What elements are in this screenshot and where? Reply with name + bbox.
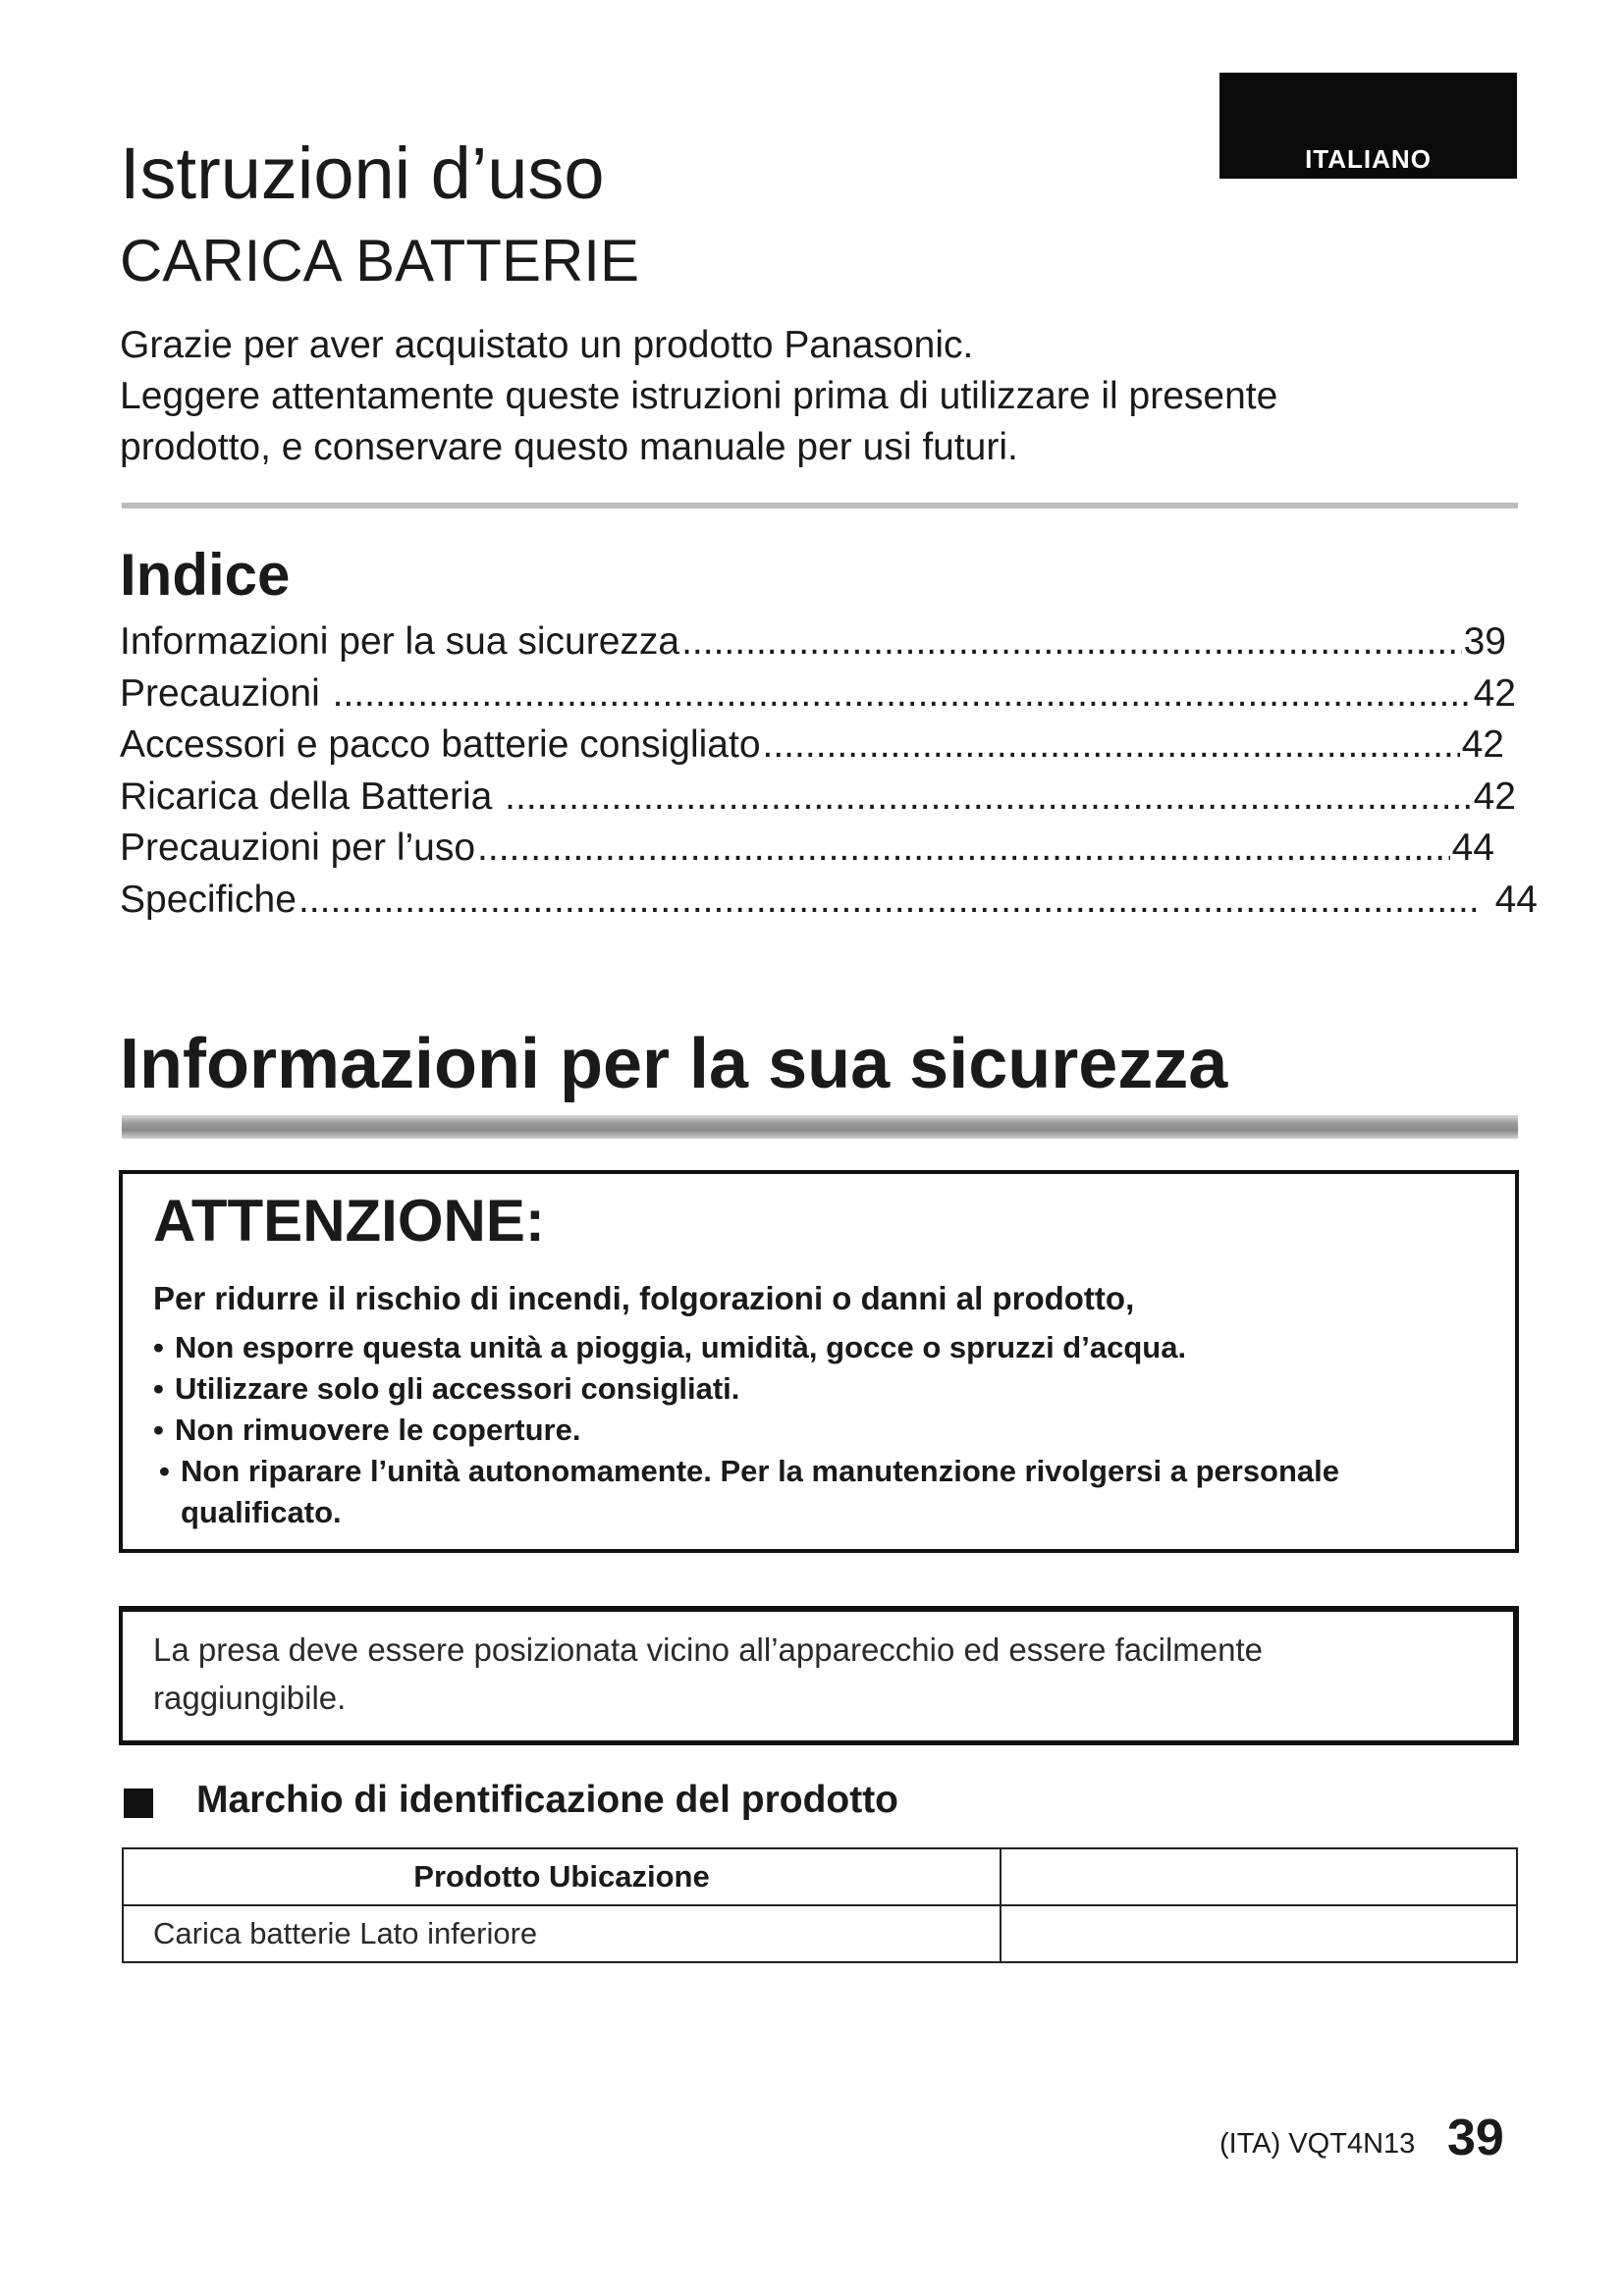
note-line: La presa deve essere posizionata vicino all’apparecchio ed essere facilmente — [153, 1631, 1263, 1668]
intro-text — [120, 320, 1494, 473]
toc-entry-page: 39 — [1463, 620, 1506, 663]
bullet-icon: • — [153, 1371, 164, 1406]
warning-item — [153, 1327, 1489, 1368]
table-header-cell — [1001, 1848, 1517, 1905]
heading-underline — [122, 1115, 1518, 1139]
square-bullet-icon — [124, 1789, 153, 1818]
toc-leader — [477, 823, 1450, 875]
table-header-cell: Prodotto Ubicazione — [123, 1848, 1001, 1905]
table-of-contents — [120, 616, 1543, 926]
warning-lead: Per ridurre il rischio di incendi, folgorazioni o danni al prodotto, — [153, 1280, 1135, 1316]
table-cell — [1001, 1905, 1517, 1962]
note-line: raggiungibile. — [153, 1680, 347, 1716]
bullet-icon: • — [159, 1454, 170, 1488]
toc-entry[interactable] — [120, 772, 1543, 824]
warning-item-text: Non rimuovere le coperture. — [175, 1413, 581, 1447]
product-mark-heading: Marchio di identificazione del prodotto — [196, 1779, 899, 1821]
toc-leader — [505, 772, 1471, 824]
language-badge — [1219, 73, 1517, 179]
toc-entry-label: Precauzioni — [120, 671, 331, 715]
toc-leader — [333, 668, 1472, 721]
toc-entry[interactable] — [120, 720, 1543, 772]
toc-entry[interactable] — [120, 616, 1543, 668]
toc-entry-label: Accessori e pacco batterie consigliato — [120, 723, 761, 766]
page-number: 39 — [1447, 2109, 1504, 2166]
warning-item-text: Non esporre questa unità a pioggia, umidità, gocce o spruzzi d’acqua. — [175, 1330, 1187, 1364]
warning-item-text: Utilizzare solo gli accessori consigliati. — [175, 1371, 740, 1406]
document-subtitle: CARICA BATTERIE — [120, 228, 639, 294]
toc-leader — [681, 616, 1462, 668]
toc-entry[interactable] — [120, 875, 1543, 927]
index-heading: Indice — [120, 542, 291, 608]
toc-entry-page: 42 — [1473, 774, 1516, 818]
intro-line: Grazie per aver acquistato un prodotto Panasonic. — [120, 324, 974, 366]
toc-entry-page: 42 — [1473, 671, 1516, 715]
section-divider — [122, 503, 1518, 508]
warning-item — [153, 1410, 1489, 1451]
safety-heading: Informazioni per la sua sicurezza — [120, 1025, 1228, 1103]
table-cell: Carica batterie Lato inferiore — [123, 1905, 1001, 1962]
toc-entry-page: 42 — [1461, 723, 1504, 766]
toc-entry-label: Specifiche — [120, 878, 297, 921]
bullet-icon: • — [153, 1413, 164, 1447]
table-header-row — [123, 1848, 1517, 1905]
warning-title: ATTENZIONE: — [153, 1188, 545, 1254]
document-title: Istruzioni d’uso — [120, 133, 605, 214]
language-label: ITALIANO — [1305, 144, 1432, 174]
bullet-icon: • — [153, 1330, 164, 1364]
toc-leader — [763, 720, 1460, 772]
warning-item-text: Non riparare l’unità autonomamente. Per la manutenzione rivolgersi a personale qualificato. — [181, 1454, 1340, 1529]
warning-item — [153, 1451, 1489, 1533]
footer-model-code: (ITA) VQT4N13 — [1219, 2128, 1416, 2160]
intro-line: prodotto, e conservare questo manuale per usi futuri. — [120, 426, 1018, 468]
warning-item — [153, 1368, 1489, 1410]
toc-entry-page: 44 — [1451, 827, 1494, 869]
toc-entry-label: Precauzioni per l’uso — [120, 827, 476, 869]
toc-entry[interactable] — [120, 823, 1543, 875]
toc-leader — [298, 875, 1483, 927]
warning-list — [153, 1327, 1489, 1533]
intro-line: Leggere attentamente queste istruzioni prima di utilizzare il presente — [120, 375, 1278, 417]
toc-entry-label: Ricarica della Batteria — [120, 774, 504, 818]
product-mark-table — [122, 1847, 1518, 1963]
note-text — [153, 1626, 1489, 1722]
table-row — [123, 1905, 1517, 1962]
toc-entry-page: 44 — [1484, 878, 1538, 921]
toc-entry-label: Informazioni per la sua sicurezza — [120, 620, 680, 663]
toc-entry[interactable] — [120, 668, 1543, 721]
